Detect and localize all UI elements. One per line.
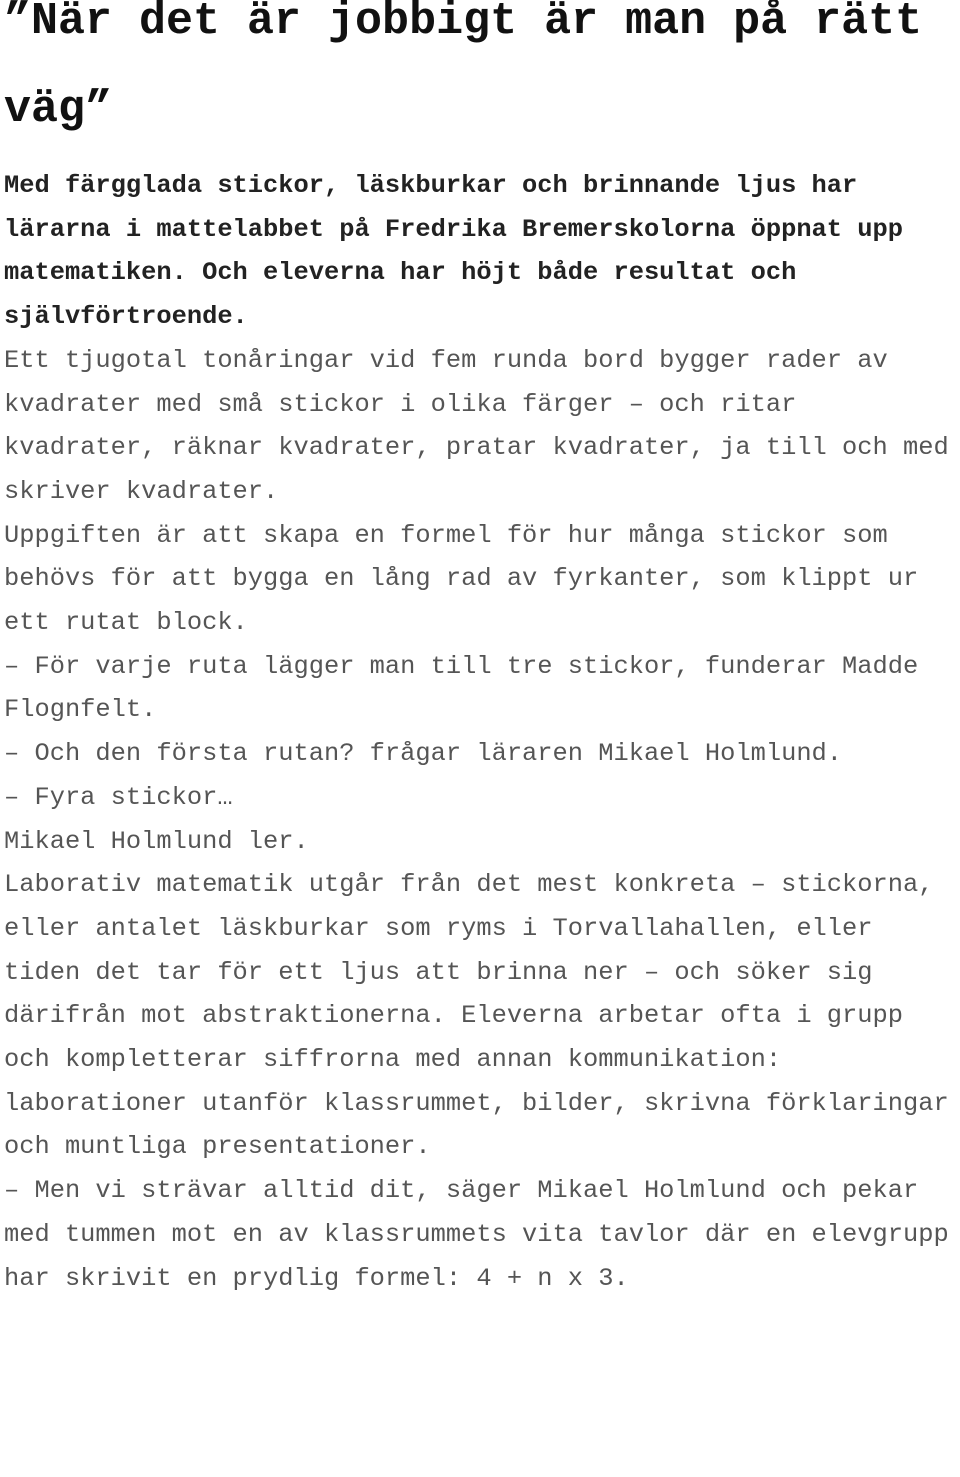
article-lead: Med färgglada stickor, läskburkar och brinnande ljus har lärarna i mattelabbet på Fredrika Bremerskolorna öppnat upp matematiken. Och eleverna har höjt både resultat och självförtroende. — [4, 171, 903, 332]
article-title: ”När det är jobbigt är man på rätt väg” — [4, 0, 923, 135]
paragraph: – Men vi strävar alltid dit, säger Mikael Holmlund och pekar med tummen mot en av klassrummets vita tavlor där en elevgrupp har skrivit en prydlig formel: 4 + n x 3. — [4, 1176, 949, 1293]
paragraph: Mikael Holmlund ler. — [4, 826, 309, 856]
paragraph: – Och den första rutan? frågar läraren Mikael Holmlund. — [4, 739, 843, 769]
article — [4, 0, 958, 1300]
paragraph: Uppgiften är att skapa en formel för hur många stickor som behövs för att bygga en lång rad av fyrkanter, som klippt ur ett rutat block. — [4, 520, 919, 638]
paragraph: – Fyra stickor… — [4, 782, 233, 812]
paragraph: – För varje ruta lägger man till tre stickor, funderar Madde Flognfelt. — [4, 651, 919, 725]
paragraph: Laborativ matematik utgår från det mest konkreta – stickorna, eller antalet läskburkar som ryms i Torvallahallen, eller tiden det tar för ett ljus att brinna ner – och söker sig därifrån mot abstraktionerna. Eleverna arbetar ofta i grupp och kompletterar siffrorna med annan kommunikation: laborationer utanför klassrummet, bilder, skrivna förklaringar och muntliga presentationer. — [4, 870, 949, 1162]
paragraph: Ett tjugotal tonåringar vid fem runda bord bygger rader av kvadrater med små stickor i olika färger – och ritar kvadrater, räknar kvadrater, pratar kvadrater, ja till och med skriver kvadrater. — [4, 345, 949, 506]
